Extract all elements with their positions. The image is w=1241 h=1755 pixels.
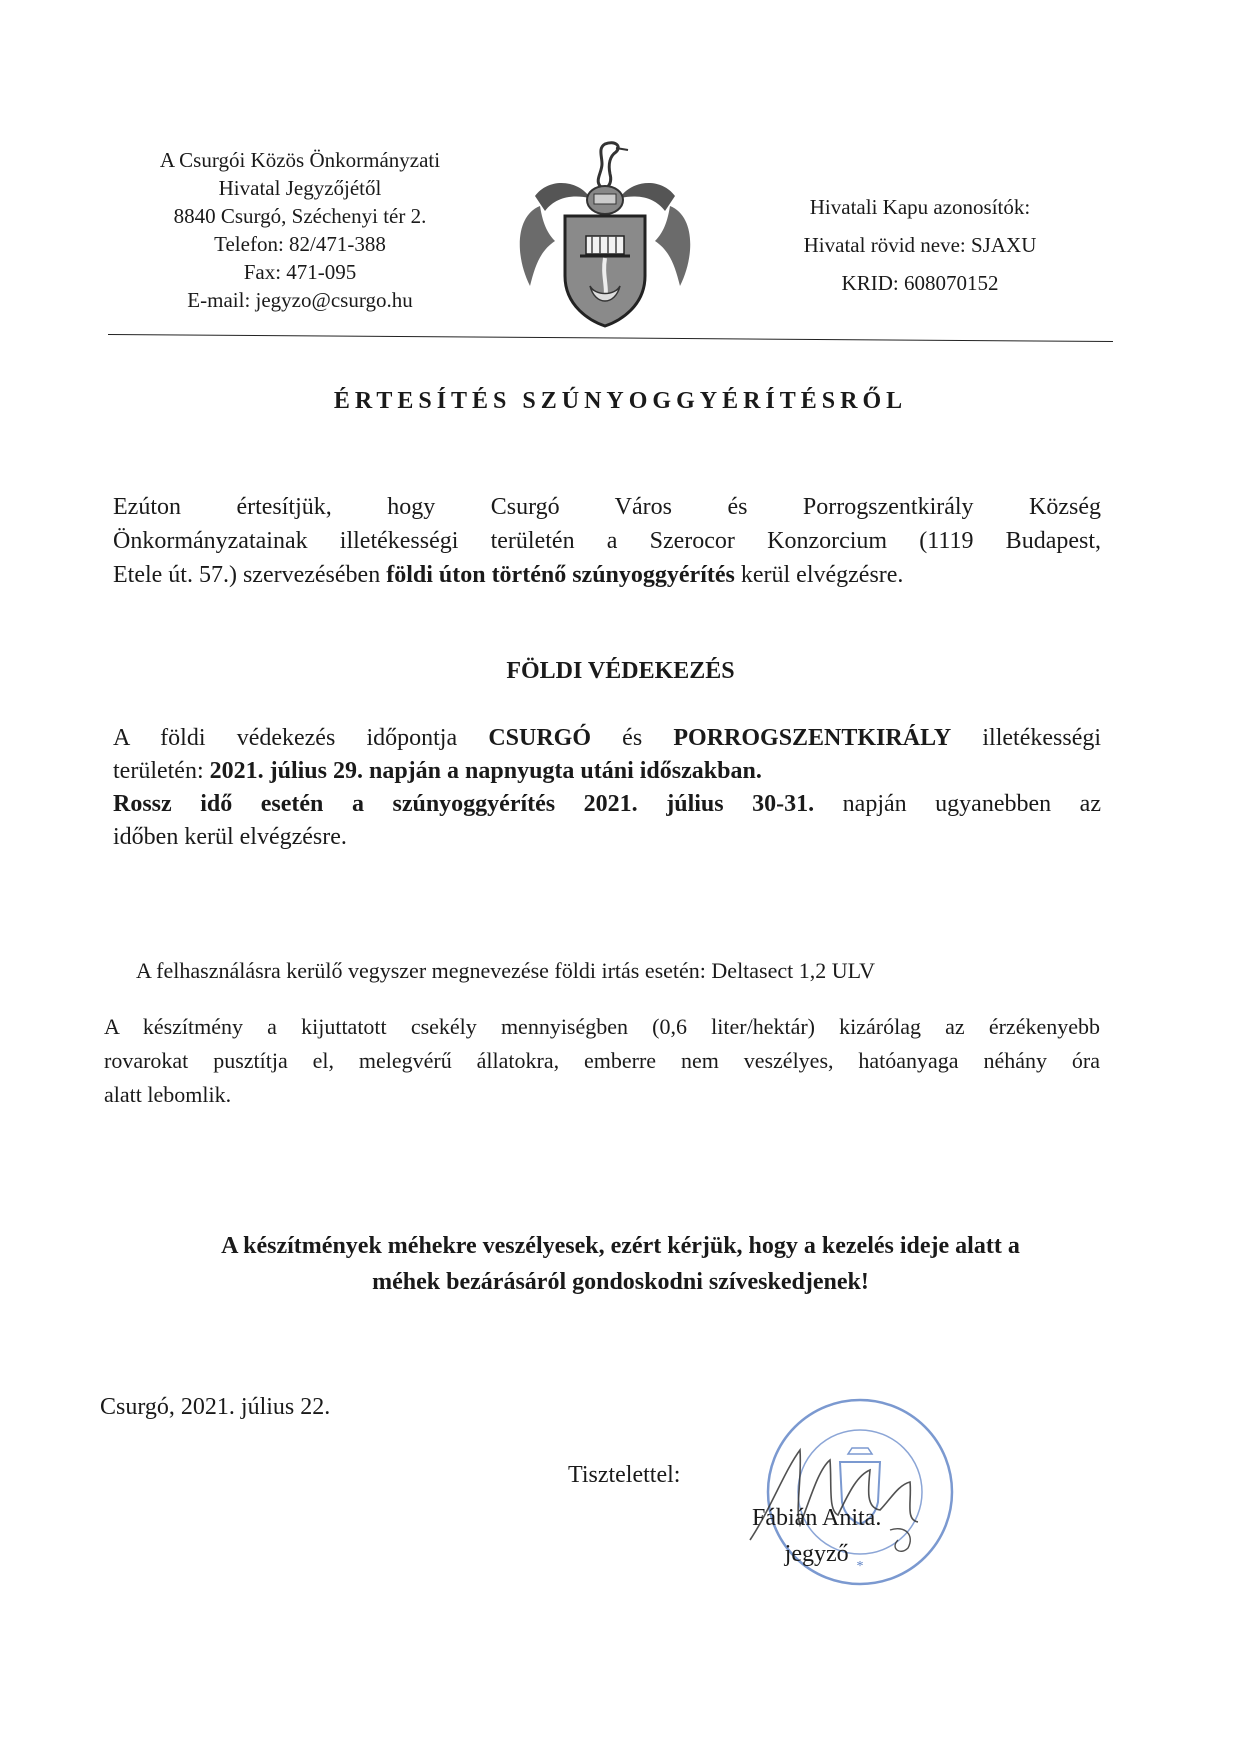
schedule-town: PORROGSZENTKIRÁLY: [673, 725, 952, 751]
kapu-line: KRID: 608070152: [841, 271, 999, 295]
schedule-text: és: [591, 725, 674, 751]
closing-greeting: Tisztelettel:: [568, 1462, 681, 1488]
intro-text: kerül elvégzésre.: [734, 562, 904, 588]
header-divider: [108, 334, 1113, 342]
sender-line: 8840 Csurgó, Széchenyi tér 2.: [173, 204, 427, 228]
coat-of-arms-icon: [510, 136, 700, 332]
document-date: Csurgó, 2021. július 22.: [100, 1394, 331, 1420]
document-title: ÉRTESÍTÉS SZÚNYOGGYÉRÍTÉSRŐL: [333, 388, 908, 414]
signer-block: [752, 1500, 881, 1572]
schedule-line: időben kerül elvégzésre.: [113, 824, 347, 850]
sender-line: Telefon: 82/471-388: [214, 232, 386, 256]
sender-line: A Csurgói Közös Önkormányzati: [159, 148, 441, 172]
sender-address-block: [110, 146, 490, 314]
intro-line: Ezúton értesítjük, hogy Csurgó Város és Porrogszentkirály Község: [113, 494, 1101, 520]
product-info-paragraph: [104, 1010, 1100, 1112]
signer-title: jegyző: [784, 1541, 849, 1567]
sender-line: Fax: 471-095: [243, 260, 357, 284]
schedule-text: illetékességi: [951, 725, 1102, 751]
intro-paragraph: [113, 490, 1101, 592]
product-info-line: rovarokat pusztítja el, melegvérű állatokra, emberre nem veszélyes, hatóanyaga néhány óra: [104, 1048, 1100, 1073]
schedule-date: 2021. július 29. napján a napnyugta utáni időszakban.: [209, 758, 762, 784]
section-subtitle: FÖLDI VÉDEKEZÉS: [506, 658, 735, 684]
schedule-text: területén:: [113, 758, 210, 784]
product-name-line: A felhasználásra kerülő vegyszer megnevezése földi irtás esetén: Deltasect 1,2 ULV: [136, 958, 875, 983]
svg-text:*: *: [856, 1559, 864, 1574]
schedule-line: [113, 788, 1101, 821]
signer-name: Fábián Anita.: [752, 1505, 882, 1531]
product-info-line: A készítmény a kijuttatott csekély mennyiségben (0,6 liter/hektár) kizárólag az érzékenyebb: [104, 1014, 1100, 1039]
schedule-text: napján ugyanebben az: [814, 791, 1101, 817]
schedule-line: [113, 722, 1101, 755]
schedule-rain-date: Rossz idő esetén a szúnyoggyérítés 2021. július 30-31.: [113, 791, 815, 817]
kapu-line: Hivatal rövid neve: SJAXU: [803, 233, 1037, 257]
schedule-town: CSURGÓ: [488, 725, 591, 751]
sender-email: E-mail: jegyzo@csurgo.hu: [187, 288, 413, 312]
intro-emphasis: földi úton történő szúnyoggyérítés: [386, 562, 735, 588]
warning-line: A készítmények méhekre veszélyesek, ezért kérjük, hogy a kezelés ideje alatt a: [221, 1233, 1020, 1259]
product-info-line: alatt lebomlik.: [104, 1082, 232, 1107]
kapu-line: Hivatali Kapu azonosítók:: [809, 195, 1031, 219]
schedule-text: A földi védekezés időpontja: [113, 725, 489, 751]
schedule-line: [113, 755, 1101, 788]
schedule-paragraph: [113, 722, 1101, 854]
hivatali-kapu-block: [740, 188, 1100, 302]
intro-text: Etele út. 57.) szervezésében: [113, 562, 387, 588]
bee-warning: [60, 1228, 1181, 1300]
intro-line: [113, 558, 1101, 592]
warning-line: méhek bezárásáról gondoskodni szíveskedjenek!: [372, 1269, 869, 1295]
sender-line: Hivatal Jegyzőjétől: [218, 176, 382, 200]
intro-line: Önkormányzatainak illetékességi területén a Szerocor Konzorcium (1119 Budapest,: [113, 528, 1101, 554]
